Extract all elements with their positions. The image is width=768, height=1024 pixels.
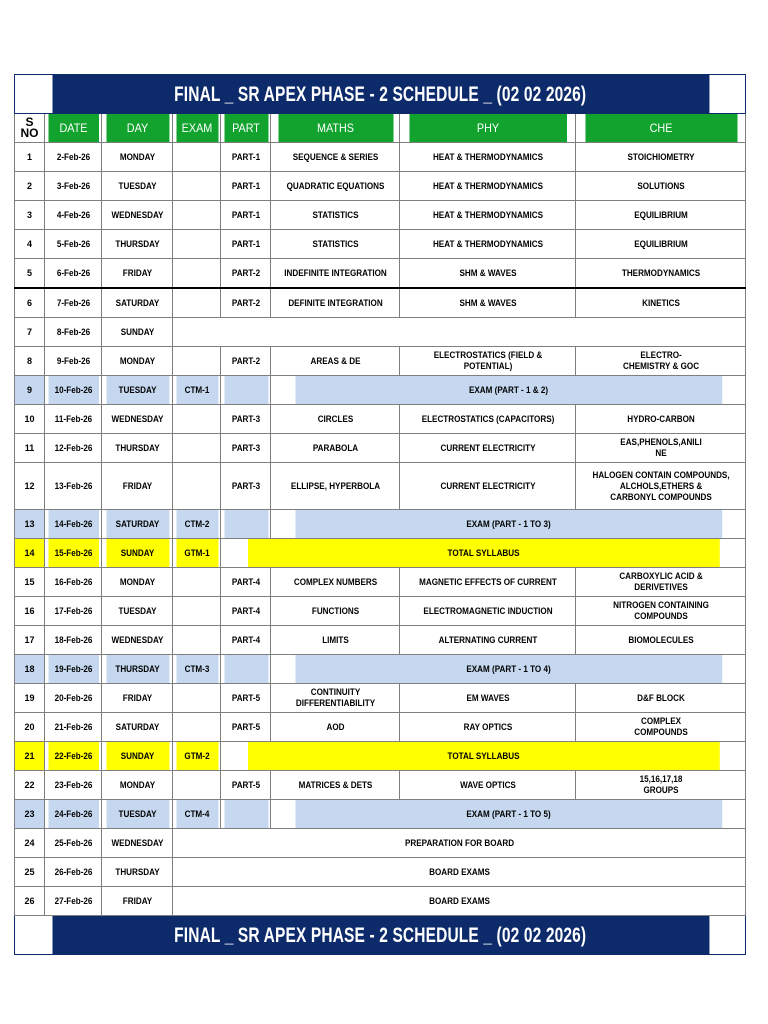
cell-date: 10-Feb-26 — [47, 376, 98, 405]
cell-span-note: PREPARATION FOR BOARD — [201, 829, 717, 858]
cell-exam — [175, 347, 218, 376]
schedule-row — [15, 510, 746, 539]
cell-sno: 3 — [15, 201, 45, 230]
cell-date: 25-Feb-26 — [47, 829, 98, 858]
header-row — [15, 114, 746, 143]
cell-day: FRIDAY — [105, 463, 169, 510]
cell-exam — [175, 684, 218, 713]
cell-date: 26-Feb-26 — [47, 858, 98, 887]
schedule-table — [14, 74, 746, 955]
cell-part: PART-5 — [223, 713, 268, 742]
cell-phy: HEAT & THERMODYNAMICS — [408, 172, 566, 201]
cell-exam — [175, 626, 218, 655]
cell-maths: CIRCLES — [277, 405, 393, 434]
cell-sno: 17 — [15, 626, 45, 655]
cell-part: PART-1 — [223, 143, 268, 172]
cell-sno: 7 — [15, 318, 45, 347]
cell-maths: SEQUENCE & SERIES — [277, 143, 393, 172]
schedule-title: FINAL _ SR APEX PHASE - 2 SCHEDULE _ (02 02 2026) — [51, 75, 709, 114]
schedule-row — [15, 259, 746, 289]
footer-row — [15, 916, 746, 955]
cell-sno: 21 — [15, 742, 45, 771]
cell-exam: GTM-2 — [175, 742, 218, 771]
cell-part: PART-2 — [223, 347, 268, 376]
cell-phy: EM WAVES — [408, 684, 566, 713]
schedule-row — [15, 713, 746, 742]
cell-sno: 18 — [15, 655, 45, 684]
cell-date: 21-Feb-26 — [47, 713, 98, 742]
cell-day: THURSDAY — [105, 655, 169, 684]
schedule-row — [15, 201, 746, 230]
cell-date: 5-Feb-26 — [47, 230, 98, 259]
schedule-row — [15, 597, 746, 626]
cell-sno: 16 — [15, 597, 45, 626]
schedule-row — [15, 230, 746, 259]
cell-day: TUESDAY — [105, 376, 169, 405]
cell-date: 20-Feb-26 — [47, 684, 98, 713]
cell-che: CARBOXYLIC ACID & DERIVETIVES — [584, 568, 737, 597]
cell-phy: HEAT & THERMODYNAMICS — [408, 230, 566, 259]
cell-day: THURSDAY — [105, 230, 169, 259]
cell-exam: CTM-2 — [175, 510, 218, 539]
cell-day: MONDAY — [105, 347, 169, 376]
cell-day: WEDNESDAY — [105, 626, 169, 655]
cell-sno: 22 — [15, 771, 45, 800]
cell-part: PART-3 — [223, 434, 268, 463]
cell-exam: CTM-4 — [175, 800, 218, 829]
cell-day: TUESDAY — [105, 597, 169, 626]
header-exam: EXAM — [175, 114, 218, 143]
cell-che: SOLUTIONS — [584, 172, 737, 201]
schedule-row — [15, 887, 746, 916]
cell-day: TUESDAY — [105, 800, 169, 829]
cell-day: SATURDAY — [105, 713, 169, 742]
cell-part: PART-1 — [223, 172, 268, 201]
cell-day: MONDAY — [105, 568, 169, 597]
cell-che: HYDRO-CARBON — [584, 405, 737, 434]
cell-date: 17-Feb-26 — [47, 597, 98, 626]
schedule-row — [15, 318, 746, 347]
cell-span-note: TOTAL SYLLABUS — [247, 742, 720, 771]
cell-day: THURSDAY — [105, 434, 169, 463]
cell-span-note: EXAM (PART - 1 & 2) — [294, 376, 722, 405]
cell-part: PART-5 — [223, 684, 268, 713]
cell-maths: FUNCTIONS — [277, 597, 393, 626]
cell-maths: COMPLEX NUMBERS — [277, 568, 393, 597]
cell-day: SUNDAY — [105, 539, 169, 568]
schedule-footer-title: FINAL _ SR APEX PHASE - 2 SCHEDULE _ (02 02 2026) — [51, 916, 709, 955]
cell-sno: 15 — [15, 568, 45, 597]
cell-part: PART-5 — [223, 771, 268, 800]
cell-che: EQUILIBRIUM — [584, 230, 737, 259]
cell-maths: DEFINITE INTEGRATION — [277, 288, 393, 318]
schedule-row — [15, 626, 746, 655]
schedule-row — [15, 742, 746, 771]
cell-sno: 5 — [15, 259, 45, 289]
cell-part: PART-3 — [223, 405, 268, 434]
cell-sno: 26 — [15, 887, 45, 916]
cell-span-note: EXAM (PART - 1 TO 3) — [294, 510, 722, 539]
cell-date: 12-Feb-26 — [47, 434, 98, 463]
cell-exam — [175, 713, 218, 742]
header-part: PART — [223, 114, 268, 143]
cell-exam — [175, 405, 218, 434]
cell-che: EAS,PHENOLS,ANILI NE — [584, 434, 737, 463]
cell-phy: ALTERNATING CURRENT — [408, 626, 566, 655]
cell-date: 14-Feb-26 — [47, 510, 98, 539]
cell-day: MONDAY — [105, 771, 169, 800]
cell-exam — [175, 463, 218, 510]
cell-part — [223, 800, 268, 829]
schedule-row — [15, 347, 746, 376]
cell-exam — [175, 230, 218, 259]
cell-maths: STATISTICS — [277, 201, 393, 230]
cell-maths: AOD — [277, 713, 393, 742]
cell-date: 15-Feb-26 — [47, 539, 98, 568]
header-phy: PHY — [408, 114, 566, 143]
cell-part: PART-2 — [223, 259, 268, 289]
cell-maths: INDEFINITE INTEGRATION — [277, 259, 393, 289]
cell-exam — [175, 259, 218, 289]
cell-date: 7-Feb-26 — [47, 288, 98, 318]
cell-che: THERMODYNAMICS — [584, 259, 737, 289]
cell-day: WEDNESDAY — [105, 829, 169, 858]
schedule-row — [15, 539, 746, 568]
cell-part: PART-4 — [223, 568, 268, 597]
cell-sno: 25 — [15, 858, 45, 887]
cell-sno: 24 — [15, 829, 45, 858]
schedule-row — [15, 143, 746, 172]
cell-sno: 6 — [15, 288, 45, 318]
cell-date: 23-Feb-26 — [47, 771, 98, 800]
cell-exam — [175, 434, 218, 463]
cell-day: FRIDAY — [105, 684, 169, 713]
cell-span-note: TOTAL SYLLABUS — [247, 539, 720, 568]
cell-part — [223, 510, 268, 539]
cell-sno: 9 — [15, 376, 45, 405]
cell-che: EQUILIBRIUM — [584, 201, 737, 230]
cell-part: PART-4 — [223, 597, 268, 626]
cell-phy: HEAT & THERMODYNAMICS — [408, 143, 566, 172]
cell-phy: ELECTROMAGNETIC INDUCTION — [408, 597, 566, 626]
cell-part — [223, 376, 268, 405]
schedule-row — [15, 684, 746, 713]
cell-maths: CONTINUITY DIFFERENTIABILITY — [277, 684, 393, 713]
cell-sno: 1 — [15, 143, 45, 172]
cell-part: PART-2 — [223, 288, 268, 318]
cell-date: 4-Feb-26 — [47, 201, 98, 230]
cell-exam: CTM-1 — [175, 376, 218, 405]
cell-date: 16-Feb-26 — [47, 568, 98, 597]
header-sno: S NO — [15, 114, 45, 143]
cell-date: 8-Feb-26 — [47, 318, 98, 347]
cell-part: PART-4 — [223, 626, 268, 655]
cell-exam — [175, 568, 218, 597]
schedule-row — [15, 405, 746, 434]
cell-part: PART-3 — [223, 463, 268, 510]
cell-span-note: EXAM (PART - 1 TO 5) — [294, 800, 722, 829]
cell-maths: LIMITS — [277, 626, 393, 655]
cell-span-note: BOARD EXAMS — [201, 858, 717, 887]
cell-che: ELECTRO- CHEMISTRY & GOC — [584, 347, 737, 376]
cell-sno: 20 — [15, 713, 45, 742]
cell-phy: ELECTROSTATICS (CAPACITORS) — [408, 405, 566, 434]
cell-che: BIOMOLECULES — [584, 626, 737, 655]
cell-date: 19-Feb-26 — [47, 655, 98, 684]
cell-phy: MAGNETIC EFFECTS OF CURRENT — [408, 568, 566, 597]
cell-date: 3-Feb-26 — [47, 172, 98, 201]
cell-sno: 23 — [15, 800, 45, 829]
cell-phy: ELECTROSTATICS (FIELD & POTENTIAL) — [408, 347, 566, 376]
cell-date: 24-Feb-26 — [47, 800, 98, 829]
cell-che: 15,16,17,18 GROUPS — [584, 771, 737, 800]
cell-date: 27-Feb-26 — [47, 887, 98, 916]
cell-maths: AREAS & DE — [277, 347, 393, 376]
cell-che: NITROGEN CONTAINING COMPOUNDS — [584, 597, 737, 626]
cell-maths: QUADRATIC EQUATIONS — [277, 172, 393, 201]
cell-sno: 2 — [15, 172, 45, 201]
cell-che: D&F BLOCK — [584, 684, 737, 713]
schedule-row — [15, 829, 746, 858]
cell-day: WEDNESDAY — [105, 405, 169, 434]
cell-sno: 4 — [15, 230, 45, 259]
cell-sno: 12 — [15, 463, 45, 510]
cell-exam: GTM-1 — [175, 539, 218, 568]
cell-exam — [175, 201, 218, 230]
schedule-row — [15, 434, 746, 463]
schedule-row — [15, 172, 746, 201]
schedule-row — [15, 858, 746, 887]
cell-day: SUNDAY — [105, 318, 169, 347]
cell-date: 18-Feb-26 — [47, 626, 98, 655]
cell-day: SATURDAY — [105, 510, 169, 539]
cell-exam: CTM-3 — [175, 655, 218, 684]
cell-maths: MATRICES & DETS — [277, 771, 393, 800]
cell-phy: HEAT & THERMODYNAMICS — [408, 201, 566, 230]
cell-part — [223, 655, 268, 684]
cell-sno: 10 — [15, 405, 45, 434]
cell-che: KINETICS — [584, 288, 737, 318]
cell-sno: 11 — [15, 434, 45, 463]
cell-date: 11-Feb-26 — [47, 405, 98, 434]
cell-date: 22-Feb-26 — [47, 742, 98, 771]
cell-exam — [175, 172, 218, 201]
cell-date: 13-Feb-26 — [47, 463, 98, 510]
cell-exam — [175, 597, 218, 626]
cell-sno: 13 — [15, 510, 45, 539]
cell-day: MONDAY — [105, 143, 169, 172]
cell-phy: SHM & WAVES — [408, 259, 566, 289]
cell-part: PART-1 — [223, 201, 268, 230]
cell-maths: PARABOLA — [277, 434, 393, 463]
cell-che: STOICHIOMETRY — [584, 143, 737, 172]
cell-phy: RAY OPTICS — [408, 713, 566, 742]
schedule-row — [15, 655, 746, 684]
cell-day: SATURDAY — [105, 288, 169, 318]
cell-day: THURSDAY — [105, 858, 169, 887]
cell-date: 9-Feb-26 — [47, 347, 98, 376]
cell-phy: CURRENT ELECTRICITY — [408, 463, 566, 510]
schedule-row — [15, 463, 746, 510]
title-row — [15, 75, 746, 114]
cell-phy: CURRENT ELECTRICITY — [408, 434, 566, 463]
cell-exam — [175, 143, 218, 172]
cell-date: 2-Feb-26 — [47, 143, 98, 172]
header-che: CHE — [584, 114, 737, 143]
cell-day: TUESDAY — [105, 172, 169, 201]
schedule-row — [15, 288, 746, 318]
cell-day: WEDNESDAY — [105, 201, 169, 230]
cell-maths: ELLIPSE, HYPERBOLA — [277, 463, 393, 510]
cell-day: FRIDAY — [105, 259, 169, 289]
cell-sno: 19 — [15, 684, 45, 713]
cell-sno: 8 — [15, 347, 45, 376]
cell-empty-span — [201, 318, 717, 347]
schedule-row — [15, 568, 746, 597]
cell-che: COMPLEX COMPOUNDS — [584, 713, 737, 742]
cell-part: PART-1 — [223, 230, 268, 259]
cell-exam — [175, 288, 218, 318]
cell-span-note: BOARD EXAMS — [201, 887, 717, 916]
cell-span-note: EXAM (PART - 1 TO 4) — [294, 655, 722, 684]
cell-exam — [175, 771, 218, 800]
cell-phy: SHM & WAVES — [408, 288, 566, 318]
header-day: DAY — [105, 114, 169, 143]
cell-day: SUNDAY — [105, 742, 169, 771]
schedule-row — [15, 376, 746, 405]
header-date: DATE — [47, 114, 98, 143]
schedule-row — [15, 800, 746, 829]
cell-che: HALOGEN CONTAIN COMPOUNDS, ALCHOLS,ETHERS & CARBONYL COMPOUNDS — [584, 463, 737, 510]
header-maths: MATHS — [277, 114, 393, 143]
cell-date: 6-Feb-26 — [47, 259, 98, 289]
cell-phy: WAVE OPTICS — [408, 771, 566, 800]
cell-day: FRIDAY — [105, 887, 169, 916]
cell-sno: 14 — [15, 539, 45, 568]
schedule-row — [15, 771, 746, 800]
cell-maths: STATISTICS — [277, 230, 393, 259]
